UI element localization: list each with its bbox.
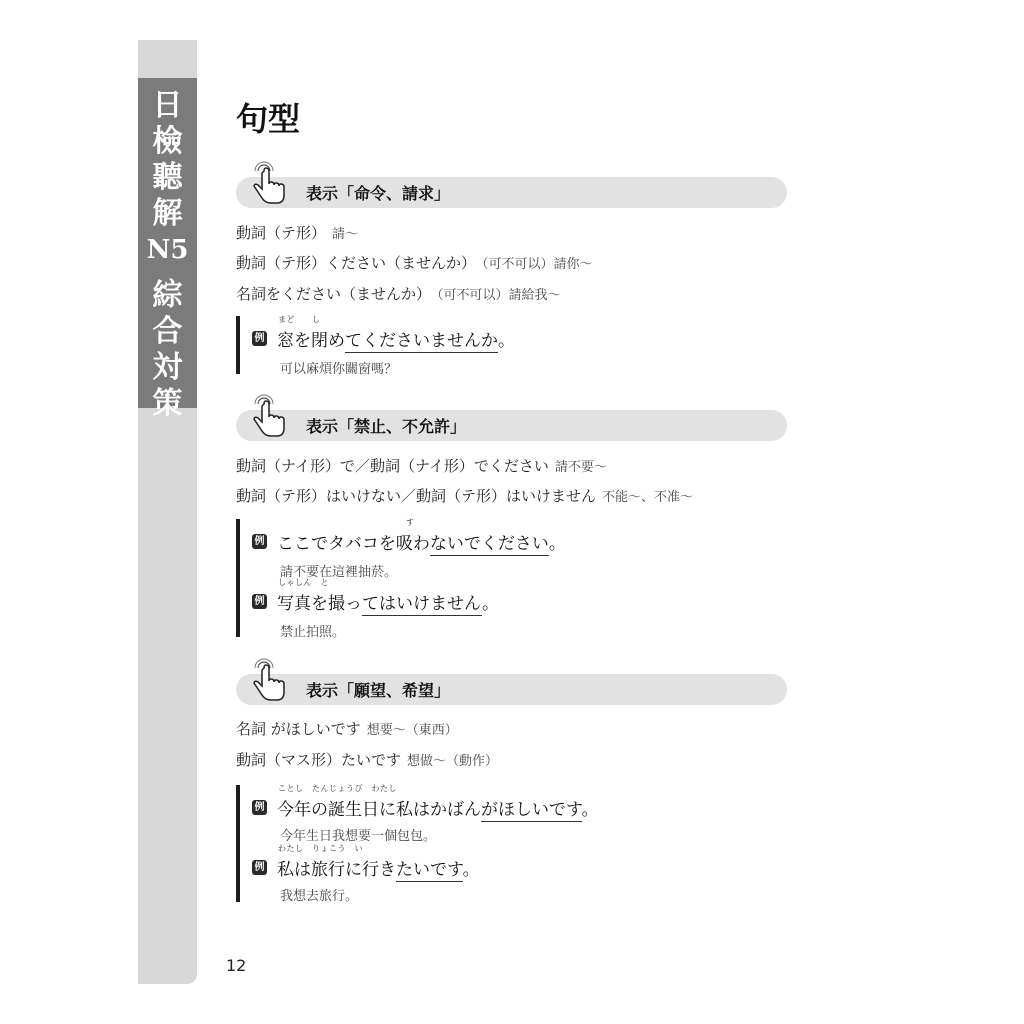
pattern-gloss: （可不可以）請你～ (482, 257, 593, 272)
pattern-text: 動詞（ナイ形）で／動詞（ナイ形）でください (236, 457, 549, 475)
sentence-underlined: てはいけません (362, 594, 483, 614)
sidebar-title-char: N5 (146, 235, 189, 265)
pattern-line (236, 718, 458, 740)
pattern-line (236, 252, 593, 274)
example-sentence (252, 578, 500, 614)
pattern-line (236, 222, 358, 244)
sentence-part: 。 (482, 594, 500, 614)
sentence-part: 私は旅行に行き (277, 860, 396, 880)
furigana: す (406, 518, 415, 527)
pattern-gloss: 請不要～ (554, 460, 607, 475)
pattern-line (236, 749, 498, 771)
sidebar-title-gap (138, 268, 197, 278)
sentence-underlined: たいです (396, 860, 463, 880)
example-badge: 例 (252, 594, 267, 609)
example-translation: 禁止拍照。 (280, 625, 346, 640)
sidebar-title-char: 合 (152, 314, 183, 349)
sidebar-title-char: 日 (152, 88, 183, 123)
example-badge: 例 (252, 800, 267, 815)
sentence-underlined: がほしいです (481, 800, 582, 820)
example-translation: 可以麻煩你關窗嗎？ (280, 362, 398, 377)
sidebar-vertical-title (138, 88, 197, 422)
pattern-gloss: （可不可以）請給我～ (437, 288, 561, 303)
sidebar-title-char: 綜 (152, 278, 183, 313)
pattern-text: 動詞（テ形）はいけない／動詞（テ形）はいけません (236, 487, 597, 505)
sentence-part: 窓を閉め (277, 331, 345, 351)
example-sentence (252, 518, 566, 554)
example-badge: 例 (252, 860, 267, 875)
example-block (236, 518, 760, 640)
pattern-text: 動詞（マス形）たいです (236, 751, 402, 769)
sentence-part: ここでタバコを吸わ (277, 534, 430, 554)
example-translation: 我想去旅行。 (280, 889, 359, 904)
pointing-hand-icon (248, 161, 292, 207)
example-block (236, 315, 760, 377)
sidebar-title-char: 檢 (152, 124, 183, 159)
sidebar-title-char: 聽 (152, 160, 183, 195)
section-heading-text: 表示「願望、希望」 (306, 681, 451, 700)
example-sentence (252, 784, 599, 820)
sentence-part: 。 (498, 331, 515, 351)
pattern-gloss: 想做～（動作） (407, 754, 499, 769)
pattern-gloss: 請～ (332, 227, 359, 242)
example-sentence (252, 315, 515, 351)
section-heading-command (236, 177, 787, 208)
pattern-gloss: 不能～、不准～ (602, 490, 694, 505)
sentence-part: 。 (581, 800, 599, 820)
example-sentence (252, 844, 480, 880)
section-heading-prohibition (236, 410, 787, 441)
pattern-text: 名詞 がほしいです (236, 720, 361, 738)
pattern-line (236, 455, 607, 477)
sentence-part: 写真を撮っ (277, 594, 362, 614)
pattern-line (236, 283, 561, 305)
sidebar-title-char: 策 (152, 386, 183, 421)
example-translation: 請不要在這裡抽菸。 (280, 565, 398, 580)
furigana: ことし たんじょうび わたし (278, 784, 397, 793)
example-badge: 例 (252, 331, 267, 346)
section-heading-text: 表示「命令、請求」 (306, 184, 451, 203)
pattern-line (236, 485, 693, 507)
sentence-part: 今年の誕生日に私はかばん (277, 800, 481, 820)
furigana: わたし りょこう い (278, 844, 363, 853)
pattern-text: 動詞（テ形） (236, 224, 327, 242)
furigana: しゃしん と (278, 578, 329, 587)
example-badge: 例 (252, 534, 267, 549)
pointing-hand-icon (248, 394, 292, 440)
sentence-underlined: ないでください (429, 534, 549, 554)
pattern-gloss: 想要～（東西） (366, 723, 458, 738)
section-heading-wish (236, 674, 787, 705)
sentence-part: 。 (462, 860, 480, 880)
pattern-text: 名詞をください（ませんか） (236, 285, 432, 303)
page-title: 句型 (236, 100, 301, 138)
pattern-text: 動詞（テ形）ください（ませんか） (236, 254, 477, 272)
sidebar-title-char: 対 (152, 350, 183, 385)
sidebar-title-char: 解 (152, 196, 183, 231)
section-heading-text: 表示「禁止、不允許」 (306, 417, 467, 436)
furigana: まど し (278, 315, 321, 324)
pointing-hand-icon (248, 658, 292, 704)
sentence-part: 。 (548, 534, 566, 554)
sentence-underlined: てくださいませんか (345, 331, 498, 351)
page-number: 12 (226, 956, 247, 975)
example-block (236, 785, 760, 902)
example-translation: 今年生日我想要一個包包。 (280, 829, 437, 844)
